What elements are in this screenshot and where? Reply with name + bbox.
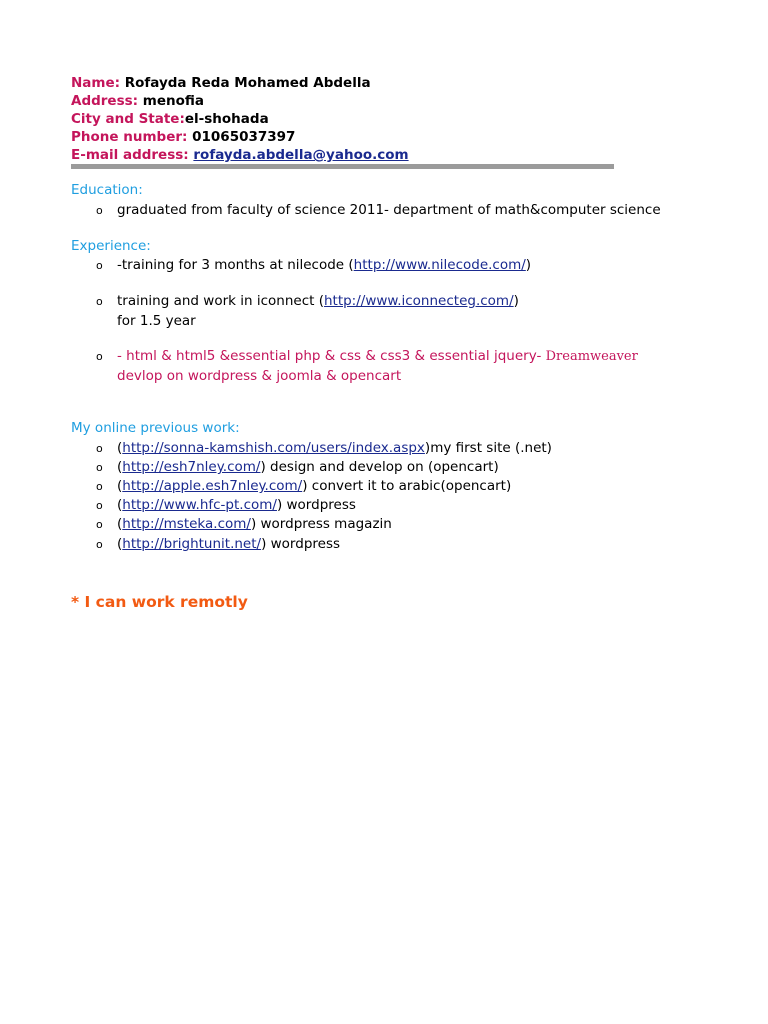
item-text: ( <box>117 497 123 513</box>
online-work-item <box>117 514 392 534</box>
phone-line <box>71 128 295 146</box>
item-text: ( <box>117 516 123 532</box>
bullet-icon: o <box>96 538 103 551</box>
address-value: menofia <box>142 93 204 109</box>
item-text: )my first site (.net) <box>424 440 552 456</box>
bullet-icon: o <box>96 442 103 455</box>
site-link[interactable]: http://www.hfc-pt.com/ <box>122 497 277 513</box>
item-text: training and work in iconnect ( <box>117 293 324 309</box>
item-text: ) <box>513 293 519 309</box>
experience-heading: Experience: <box>71 238 151 254</box>
name-label: Name: <box>71 75 125 91</box>
bullet-icon: o <box>96 259 103 272</box>
nilecode-link[interactable]: http://www.nilecode.com/ <box>353 257 526 273</box>
bullet-icon: o <box>96 461 103 474</box>
address-label: Address: <box>71 93 143 109</box>
online-work-item <box>117 534 340 554</box>
bullet-icon: o <box>96 499 103 512</box>
skills-dreamweaver: Dreamweaver <box>545 349 638 364</box>
bullet-icon: o <box>96 518 103 531</box>
online-work-item <box>117 438 552 458</box>
city-value: el-shohada <box>184 111 269 127</box>
bullet-icon: o <box>96 204 103 217</box>
item-text: ( <box>117 536 123 552</box>
divider-rule <box>71 164 614 169</box>
item-text: ) wordpress magazin <box>250 516 392 532</box>
item-text: -training for 3 months at nilecode ( <box>117 257 354 273</box>
experience-item-skills <box>117 346 638 367</box>
city-label: City and State: <box>71 111 185 127</box>
education-heading: Education: <box>71 182 143 198</box>
city-line <box>71 110 269 128</box>
item-text: ) design and develop on (opencart) <box>260 459 499 475</box>
item-text: ( <box>117 478 123 494</box>
remote-work-note: * I can work remotly <box>71 593 248 611</box>
bullet-icon: o <box>96 295 103 308</box>
phone-label: Phone number: <box>71 129 193 145</box>
online-work-item <box>117 457 499 477</box>
experience-item-iconnect <box>117 291 519 311</box>
online-work-heading: My online previous work: <box>71 420 240 436</box>
address-line <box>71 92 204 110</box>
site-link[interactable]: http://apple.esh7nley.com/ <box>122 478 303 494</box>
bullet-icon: o <box>96 350 103 363</box>
site-link[interactable]: http://brightunit.net/ <box>122 536 262 552</box>
item-text: ) <box>525 257 532 273</box>
online-work-item <box>117 476 511 496</box>
experience-item-nilecode <box>117 255 531 275</box>
email-label: E-mail address: <box>71 147 194 163</box>
name-line <box>71 74 371 92</box>
experience-item-skills-line2: devlop on wordpress & joomla & opencart <box>117 368 402 384</box>
site-link[interactable]: http://sonna-kamshish.com/users/index.aspx <box>122 440 425 456</box>
phone-value: 01065037397 <box>192 129 296 145</box>
item-text: ) convert it to arabic(opencart) <box>302 478 512 494</box>
site-link[interactable]: http://msteka.com/ <box>122 516 251 532</box>
skills-text: - html & html5 &essential php & css & css3 & essential jquery- <box>117 348 546 364</box>
online-work-item <box>117 495 356 515</box>
iconnect-link[interactable]: http://www.iconnecteg.com/ <box>323 293 514 309</box>
name-value: Rofayda Reda Mohamed Abdella <box>124 75 371 91</box>
item-text: ( <box>117 440 123 456</box>
item-text: ( <box>117 459 123 475</box>
experience-item-iconnect-duration: for 1.5 year <box>117 313 196 329</box>
item-text: ) wordpress <box>276 497 356 513</box>
item-text: ) wordpress <box>261 536 341 552</box>
bullet-icon: o <box>96 480 103 493</box>
email-link[interactable]: rofayda.abdella@yahoo.com <box>193 147 409 163</box>
email-line <box>71 146 409 164</box>
education-item: graduated from faculty of science 2011- department of math&computer science <box>117 202 661 218</box>
site-link[interactable]: http://esh7nley.com/ <box>122 459 261 475</box>
